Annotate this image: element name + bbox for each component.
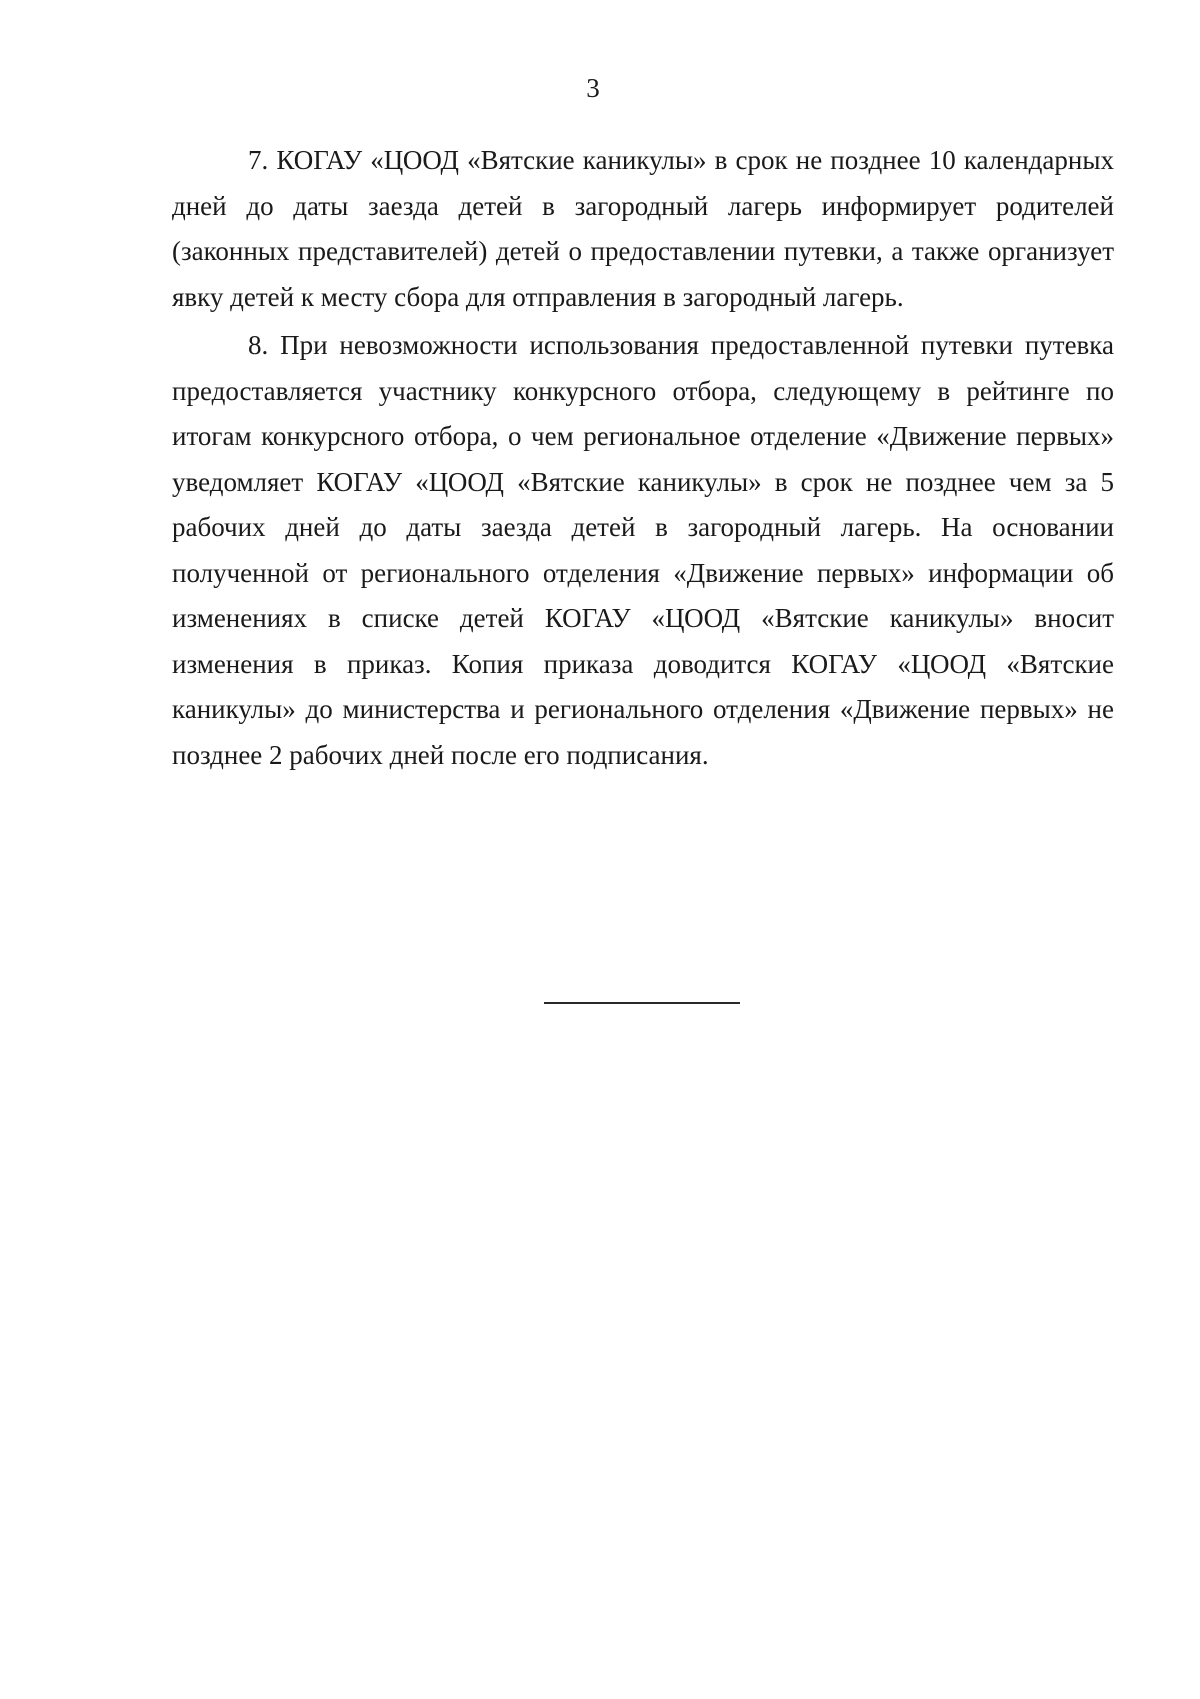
- closing-divider: [544, 1002, 740, 1004]
- paragraph-7: 7. КОГАУ «ЦООД «Вятские каникулы» в срок не позднее 10 календарных дней до даты заезда детей в загородный лагерь информирует родителей (законных представителей) детей о предоставлении путевки, а также организует явку детей к месту сбора для отправления в загородный лагерь.: [172, 145, 1114, 312]
- paragraph-8: 8. При невозможности использования предоставленной путевки путевка предоставляется участнику конкурсного отбора, следующему в рейтинге по итогам конкурсного отбора, о чем региональное отделение «Движение первых» уведомляет КОГАУ «ЦООД «Вятские каникулы» в срок не позднее чем за 5 рабочих дней до даты заезда детей в загородный лагерь. На основании полученной от регионального отделения «Движение первых» информации об изменениях в списке детей КОГАУ «ЦООД «Вятские каникулы» вносит изменения в приказ. Копия приказа доводится КОГАУ «ЦООД «Вятские каникулы» до министерства и регионального отделения «Движение первых» не позднее 2 рабочих дней после его подписания.: [172, 330, 1114, 770]
- document-body: [172, 138, 1114, 781]
- page-number: 3: [586, 73, 600, 103]
